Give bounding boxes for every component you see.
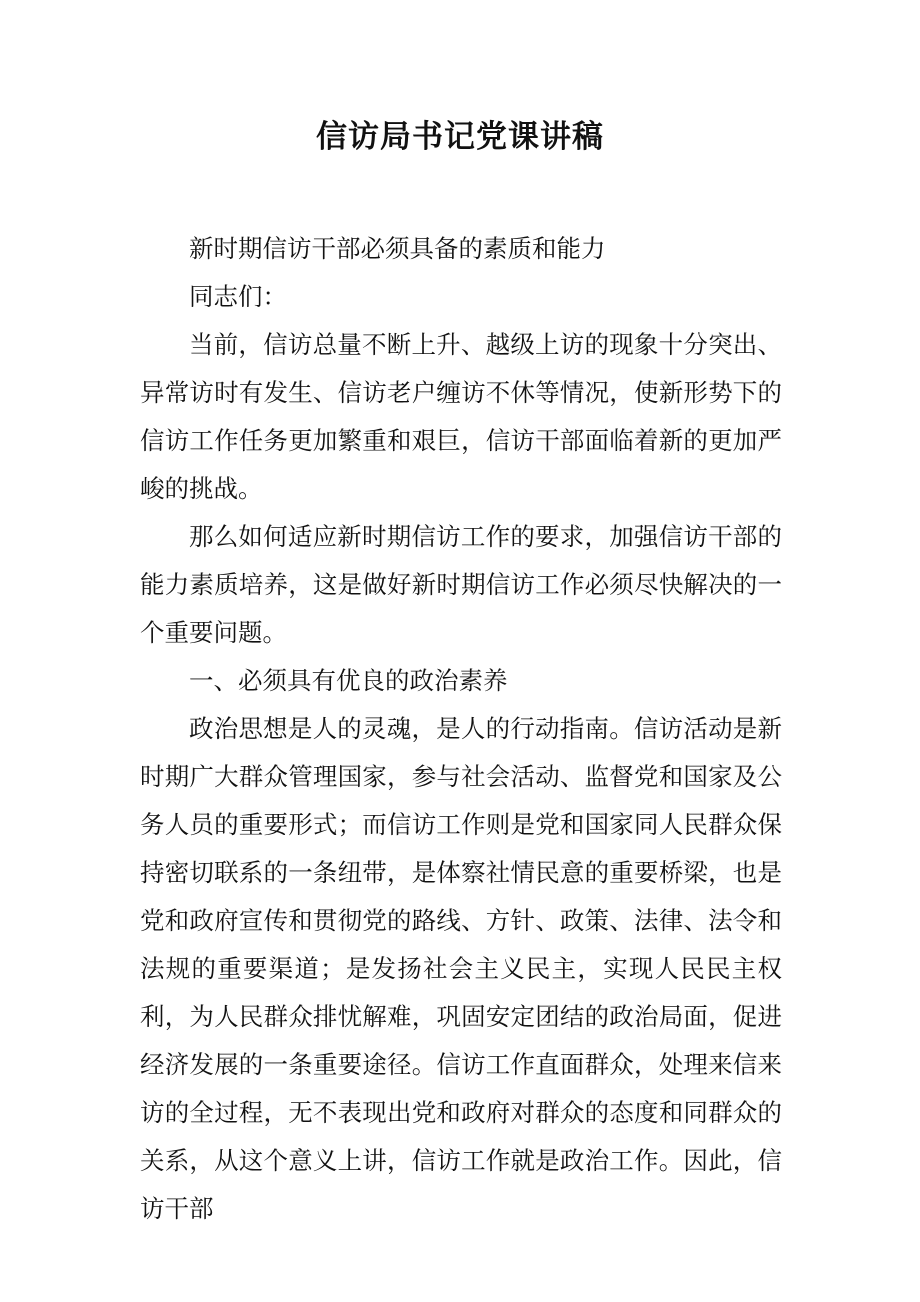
section-heading-paragraph: 一、必须具有优良的政治素养 [189,666,508,695]
body-paragraph: 当前，信访总量不断上升、越级上访的现象十分突出、异常访时有发生、信访老户缠访不休等情况，使新形势下的信访工作任务更加繁重和艰巨，信访干部面临着新的更加严峻的挑战。 [140,330,782,503]
body-paragraph: 政治思想是人的灵魂，是人的行动指南。信访活动是新时期广大群众管理国家，参与社会活动、监督党和国家及公务人员的重要形式；而信访工作则是党和国家同人民群众保持密切联系的一条纽带，是体察社情民意的重要桥梁，也是党和政府宣传和贯彻党的路线、方针、政策、法律、法令和法规的重要渠道；是发扬社会主义民主，实现人民民主权利，为人民群众排忧解难，巩固安定团结的政治局面，促进经济发展的一条重要途径。信访工作直面群众，处理来信来访的全过程，无不表现出党和政府对群众的态度和同群众的关系，从这个意义上讲，信访工作就是政治工作。因此，信访干部 [140,714,782,1223]
salutation-paragraph: 同志们： [189,282,287,311]
document-body [140,225,782,1233]
body-paragraph: 那么如何适应新时期信访工作的要求，加强信访干部的能力素质培养，这是做好新时期信访工作必须尽快解决的一个重要问题。 [140,522,782,647]
subtitle-paragraph: 新时期信访干部必须具备的素质和能力 [189,234,606,263]
document-title: 信访局书记党课讲稿 [316,119,604,155]
